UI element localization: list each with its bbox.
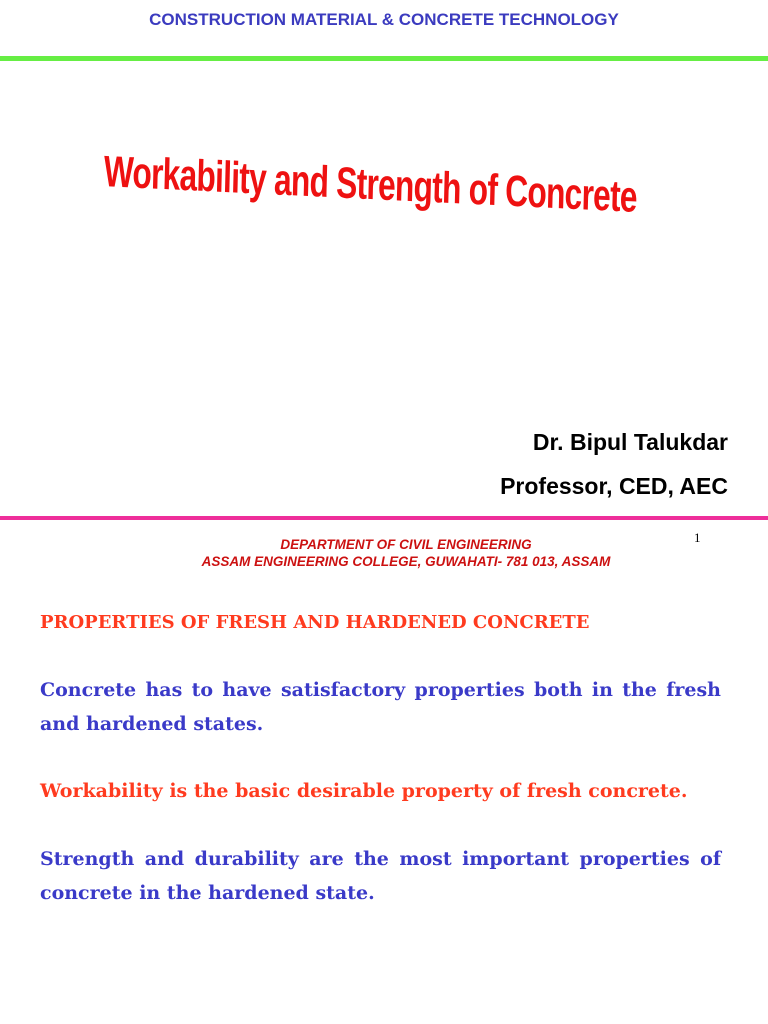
author-name: Dr. Bipul Talukdar <box>532 429 728 455</box>
college-address: ASSAM ENGINEERING COLLEGE, GUWAHATI- 781 013, ASSAM <box>201 554 611 569</box>
slide-title <box>0 147 740 222</box>
page-number: 1 <box>694 530 701 545</box>
bottom-divider <box>0 516 768 520</box>
department-footer <box>0 536 768 570</box>
paragraph-workability: Workability is the basic desirable property of fresh concrete. <box>40 780 688 802</box>
section-heading: PROPERTIES OF FRESH AND HARDENED CONCRETE <box>40 612 590 633</box>
top-divider <box>0 56 768 61</box>
paragraph-fresh-hardened: Concrete has to have satisfactory properties both in the fresh and hardened states. <box>40 679 721 735</box>
course-title: CONSTRUCTION MATERIAL & CONCRETE TECHNOLOGY <box>149 10 619 29</box>
author-block <box>500 420 728 508</box>
author-role: Professor, CED, AEC <box>500 473 728 499</box>
slide-title-text: Workability and Strength of Concrete <box>103 147 638 222</box>
paragraph-strength-durability: Strength and durability are the most important properties of concrete in the hardened state. <box>40 848 721 904</box>
department-name: DEPARTMENT OF CIVIL ENGINEERING <box>280 537 532 552</box>
